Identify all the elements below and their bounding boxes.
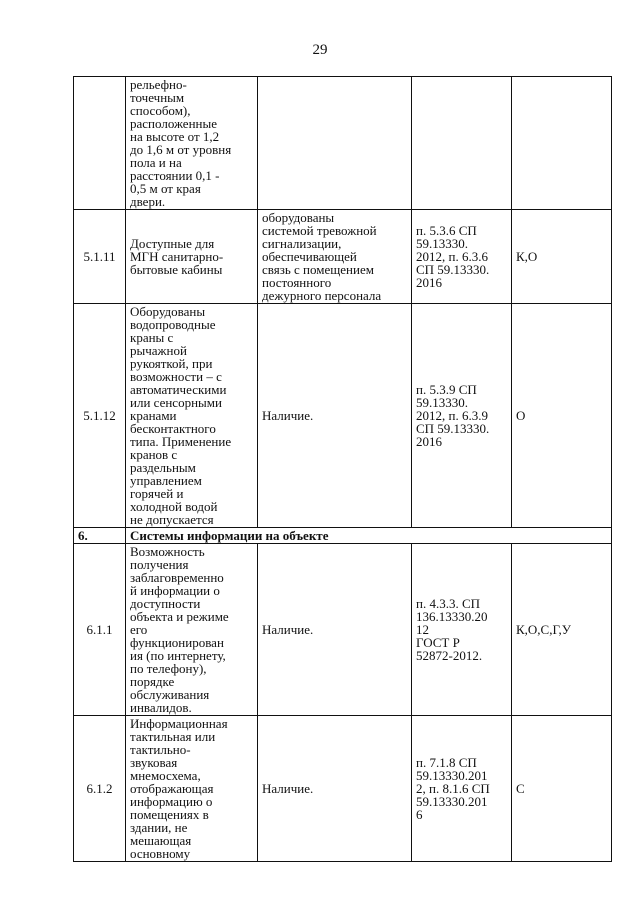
requirement-name: Доступные для МГН санитарно- бытовые кабины	[126, 210, 258, 304]
section-header-row	[74, 528, 612, 544]
page-number: 29	[312, 42, 328, 58]
row-number: 5.1.12	[74, 304, 126, 528]
table-row	[74, 716, 612, 862]
requirement-name: Информационная тактильная или тактильно- звуковая мнемосхема, отображающая информацию о помещениях в здании, не мешающая основному	[126, 716, 258, 862]
requirement-value: Наличие.	[258, 304, 412, 528]
section-number: 6.	[74, 528, 126, 544]
requirement-value: Наличие.	[258, 716, 412, 862]
requirement-name: Возможность получения заблаговременно й информации о доступности объекта и режиме его функционирован ия (по интернету, по телефону), порядке обслуживания инвалидов.	[126, 544, 258, 716]
section-title: Системы информации на объекте	[126, 528, 612, 544]
disability-category: С	[512, 716, 612, 862]
disability-category: О	[512, 304, 612, 528]
disability-category: К,О	[512, 210, 612, 304]
row-number: 6.1.2	[74, 716, 126, 862]
normative-reference: п. 5.3.9 СП 59.13330. 2012, п. 6.3.9 СП 59.13330. 2016	[412, 304, 512, 528]
table-row	[74, 77, 612, 210]
normative-reference: п. 4.3.3. СП 136.13330.20 12 ГОСТ Р 52872-2012.	[412, 544, 512, 716]
requirements-table	[73, 76, 612, 862]
disability-category: К,О,С,Г,У	[512, 544, 612, 716]
table-row	[74, 304, 612, 528]
table-row	[74, 544, 612, 716]
row-number: 5.1.11	[74, 210, 126, 304]
requirement-value	[258, 77, 412, 210]
requirement-value: Наличие.	[258, 544, 412, 716]
disability-category	[512, 77, 612, 210]
row-number	[74, 77, 126, 210]
requirement-name: Оборудованы водопроводные краны с рычажной рукояткой, при возможности – с автоматическими или сенсорными кранами бесконтактного типа. Применение кранов с раздельным управлением горячей и холодной водой не допускается	[126, 304, 258, 528]
requirement-name: рельефно- точечным способом), расположенные на высоте от 1,2 до 1,6 м от уровня пола и на расстоянии 0,1 - 0,5 м от края двери.	[126, 77, 258, 210]
normative-reference	[412, 77, 512, 210]
requirement-value: оборудованы системой тревожной сигнализации, обеспечивающей связь с помещением постоянного дежурного персонала	[258, 210, 412, 304]
table-row	[74, 210, 612, 304]
normative-reference: п. 7.1.8 СП 59.13330.201 2, п. 8.1.6 СП 59.13330.201 6	[412, 716, 512, 862]
normative-reference: п. 5.3.6 СП 59.13330. 2012, п. 6.3.6 СП 59.13330. 2016	[412, 210, 512, 304]
row-number: 6.1.1	[74, 544, 126, 716]
